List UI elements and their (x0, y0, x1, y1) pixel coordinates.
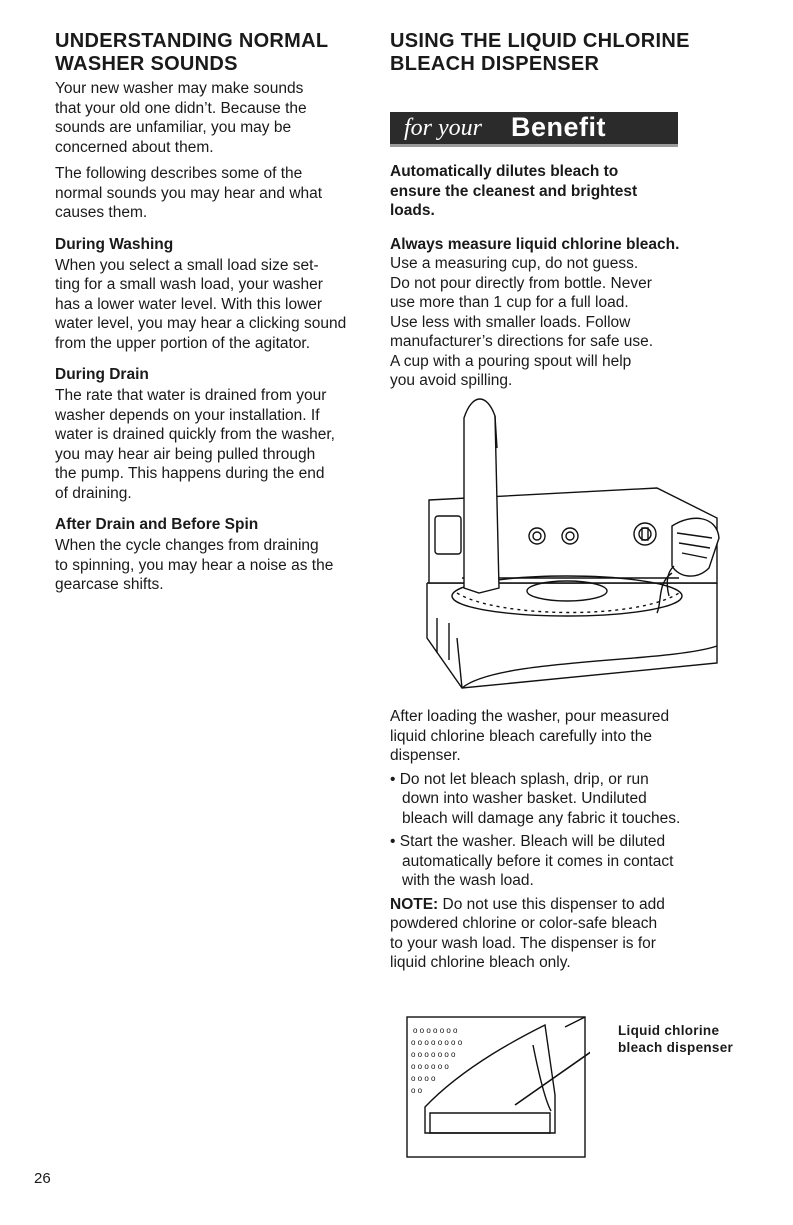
text-line: normal sounds you may hear and what (55, 184, 323, 202)
after-loading-block (390, 707, 750, 973)
text-line: powdered chlorine or color-safe bleach (390, 915, 658, 932)
dispenser-callout-label (618, 1022, 733, 1056)
heading-line-2: WASHER SOUNDS (55, 53, 238, 75)
always-measure-paragraph (390, 235, 750, 391)
subsection-body (55, 386, 390, 503)
subsection-title: During Drain (55, 366, 149, 383)
dispenser-label-line-1: Liquid chlorine (618, 1023, 720, 1038)
heading-line-1: UNDERSTANDING NORMAL (55, 30, 329, 52)
intro-paragraph (55, 79, 390, 157)
text-line: manufacturer’s directions for safe use. (390, 333, 654, 350)
text-line: the pump. This happens during the end (55, 465, 325, 482)
text-line: ensure the cleanest and brightest (390, 182, 638, 200)
right-column (390, 30, 750, 391)
text-line: water is drained quickly from the washer, (55, 426, 335, 443)
text-line: liquid chlorine bleach carefully into the (390, 727, 652, 745)
text-line: ting for a small wash load, your washer (55, 276, 323, 293)
text-line: sounds are unfamiliar, you may be (55, 119, 292, 136)
text-line: Use a measuring cup, do not guess. (390, 255, 639, 272)
text-line: that your old one didn’t. Because the (55, 99, 307, 117)
text-line: Use less with smaller loads. Follow (390, 313, 631, 331)
svg-text:o o o o o o o o: o o o o o o o o (411, 1038, 463, 1047)
text-line: Your new washer may make sounds (55, 80, 304, 97)
text-line: Start the washer. Bleach will be diluted (399, 833, 666, 850)
text-line: of draining. (55, 484, 132, 502)
badge-for-your: for your (404, 115, 482, 141)
heading-line-2: BLEACH DISPENSER (390, 53, 600, 75)
text-line: Automatically dilutes bleach to (390, 163, 619, 180)
text-line: use more than 1 cup for a full load. (390, 294, 629, 311)
text-line: has a lower water level. With this lower (55, 295, 323, 313)
bullet-item (390, 832, 750, 891)
text-line: automatically before it comes in contact (402, 852, 674, 870)
sound-sections (55, 235, 390, 595)
text-line: water level, you may hear a clicking sound (55, 315, 347, 332)
text-line: The following describes some of the (55, 165, 303, 182)
text-line: with the wash load. (402, 872, 534, 889)
svg-text:o o o o o o o: o o o o o o o (413, 1026, 458, 1035)
dispenser-illustration (405, 1015, 590, 1162)
svg-text:o o o o: o o o o (411, 1074, 436, 1083)
subsection-title: After Drain and Before Spin (55, 516, 259, 533)
heading-line-1: USING THE LIQUID CHLORINE (390, 30, 690, 52)
note-label: NOTE: (390, 895, 439, 913)
text-line: bleach will damage any fabric it touches. (402, 809, 681, 827)
after-loading-paragraph (390, 707, 750, 766)
washer-illustration (417, 388, 722, 693)
text-line: Do not use this dispenser to add (438, 895, 665, 913)
note-paragraph (390, 895, 750, 973)
text-line: washer depends on your installation. If (55, 406, 320, 424)
text-line: After loading the washer, pour measured (390, 708, 670, 725)
text-line: from the upper portion of the agitator. (55, 334, 311, 352)
bullet-list (390, 770, 750, 891)
text-line: to spinning, you may hear a noise as the (55, 556, 334, 574)
text-line: gearcase shifts. (55, 576, 164, 593)
section-heading-bleach (390, 30, 750, 76)
svg-text:o o o o o o o: o o o o o o o (411, 1050, 456, 1059)
always-measure-title: Always measure liquid chlorine bleach. (390, 235, 680, 253)
subsection-title: During Washing (55, 235, 174, 253)
text-line: liquid chlorine bleach only. (390, 954, 571, 971)
for-your-benefit-badge (390, 112, 678, 147)
text-line: Do not pour directly from bottle. Never (390, 274, 652, 292)
follow-paragraph (55, 164, 390, 223)
text-line: down into washer basket. Undiluted (402, 790, 647, 807)
text-line: you may hear air being pulled through (55, 445, 316, 463)
bullet-dot: • (390, 833, 400, 850)
subsection-body (55, 536, 390, 595)
svg-text:o o o o o o: o o o o o o (411, 1062, 449, 1071)
benefit-tagline (390, 162, 750, 221)
svg-text:o o: o o (411, 1086, 423, 1095)
bullet-item (390, 770, 750, 829)
text-line: concerned about them. (55, 138, 214, 156)
text-line: The rate that water is drained from your (55, 387, 327, 404)
text-line: causes them. (55, 204, 148, 221)
text-line: A cup with a pouring spout will help (390, 352, 632, 370)
always-measure-body (390, 255, 653, 389)
section-heading-sounds (55, 30, 390, 76)
left-column (55, 30, 390, 595)
text-line: you avoid spilling. (390, 372, 513, 389)
page-number: 26 (34, 1170, 51, 1187)
text-line: dispenser. (390, 747, 461, 764)
text-line: When you select a small load size set- (55, 256, 319, 274)
text-line: Do not let bleach splash, drip, or run (399, 770, 649, 788)
bullet-dot: • (390, 770, 400, 788)
text-line: to your wash load. The dispenser is for (390, 934, 656, 952)
subsection-body (55, 256, 390, 354)
text-line: When the cycle changes from draining (55, 537, 319, 554)
text-line: loads. (390, 202, 435, 219)
dispenser-label-line-2: bleach dispenser (618, 1040, 734, 1055)
badge-benefit: Benefit (511, 112, 607, 142)
